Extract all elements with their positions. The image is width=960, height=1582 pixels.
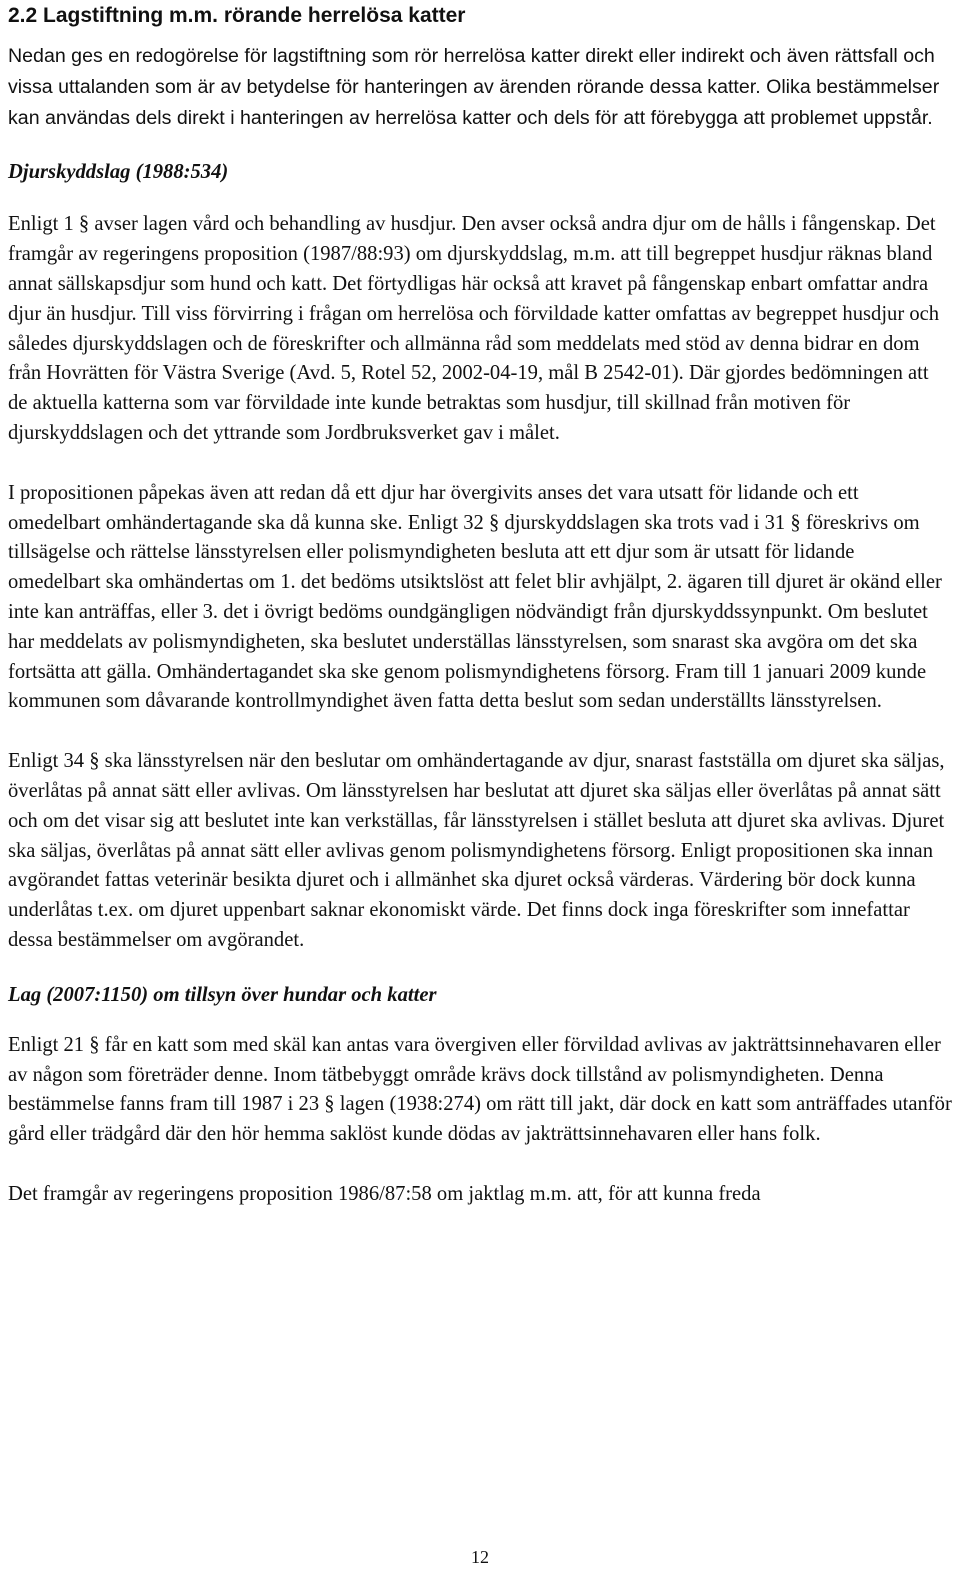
intro-paragraph: Nedan ges en redogörelse för lagstiftning som rör herrelösa katter direkt eller indirekt och även rättsfall och vissa uttalanden som är av betydelse för hanteringen av ärenden rörande dessa katter. Olika bestämmelser kan användas dels direkt i hanteringen av herrelösa katter och dels för att förebygga att problemet uppstår. — [8, 45, 940, 129]
page-number: 12 — [471, 1547, 489, 1567]
body-paragraph: Enligt 34 § ska länsstyrelsen när den beslutar om omhändertagande av djur, snarast fastställa om djuret ska säljas, överlåtas på annat sätt eller avlivas. Om länsstyrelsen har beslutat att djuret ska säljas eller överlåtas på annat sätt och om det visar sig att beslutet inte kan verkställas, får länsstyrelsen i stället besluta att djuret ska avlivas. Djuret ska säljas, överlåtas på annat sätt eller avlivas genom polismyndighetens försorg. Enligt propositionen ska innan avgörandet fattas veterinär besikta djuret och i allmänhet ska djuret också värderas. Värdering bör dock kunna underlåtas t.ex. om djuret uppenbart saknar ekonomiskt värde. Det finns dock inga föreskrifter som innefattar dessa bestämmelser om avgörandet. — [8, 750, 945, 951]
subheading-djurskyddslag: Djurskyddslag (1988:534) — [8, 161, 229, 184]
body-paragraph: Det framgår av regeringens proposition 1986/87:58 om jaktlag m.m. att, för att kunna freda — [8, 1182, 761, 1205]
subheading-tillsynslag: Lag (2007:1150) om tillsyn över hundar och katter — [8, 983, 437, 1006]
body-paragraph: I propositionen påpekas även att redan då ett djur har övergivits anses det vara utsatt för lidande och ett omedelbart omhändertagande ska då kunna ske. Enligt 32 § djurskyddslagen ska trots vad i 31 § föreskrivs om tillsägelse och rättelse länsstyrelsen eller polismyndigheten besluta att ett djur som är utsatt för lidande omedelbart ska omhändertas om 1. det bedöms utsiktslöst att felet blir avhjälpt, 2. ägaren till djuret är okänd eller inte kan anträffas, eller 3. det i övrigt bedöms oundgängligen nödvändigt från djurskyddssynpunkt. Om beslutet har meddelats av polismyndigheten, ska beslutet underställas länsstyrelsen, som snarast ska avgöra om det ska fortsätta att gälla. Omhändertagandet ska ske genom polismyndighetens försorg. Fram till 1 januari 2009 kunde kommunen som dåvarande kontrollmyndighet även fatta detta beslut som sedan underställts länsstyrelsen. — [8, 481, 942, 713]
section-heading: 2.2 Lagstiftning m.m. rörande herrelösa katter — [8, 4, 466, 27]
body-paragraph: Enligt 1 § avser lagen vård och behandling av husdjur. Den avser också andra djur om de hålls i fångenskap. Det framgår av regeringens proposition (1987/88:93) om djurskyddslag, m.m. att till begreppet husdjur räknas bland annat sällskapsdjur som hund och katt. Det förtydligas här också att kravet på fångenskap enbart omfattar andra djur än husdjur. Till viss förvirring i frågan om herrelösa och förvildade katter omfattas av begreppet husdjur och således djurskyddslagen och de föreskrifter och allmänna råd som meddelats med stöd av denna bidrar en dom från Hovrätten för Västra Sverige (Avd. 5, Rotel 52, 2002-04-19, mål B 2542-01). Där gjordes bedömningen att de aktuella katterna som var förvildade inte kunde betraktas som husdjur, till skillnad från motiven för djurskyddslagen och det yttrande som Jordbruksverket gav i målet. — [8, 213, 940, 444]
body-paragraph: Enligt 21 § får en katt som med skäl kan antas vara övergiven eller förvildad avlivas av jakträttsinnehavaren eller av någon som företräder denne. Inom tätbebyggt område krävs dock tillstånd av polismyndigheten. Denna bestämmelse fanns fram till 1987 i 23 § lagen (1938:274) om rätt till jakt, där dock en katt som anträffades utanför gård eller trädgård där den hör hemma saklöst kunde dödas av jakträttsinnehavaren eller hans folk. — [8, 1033, 952, 1146]
document-page — [8, 0, 952, 1210]
